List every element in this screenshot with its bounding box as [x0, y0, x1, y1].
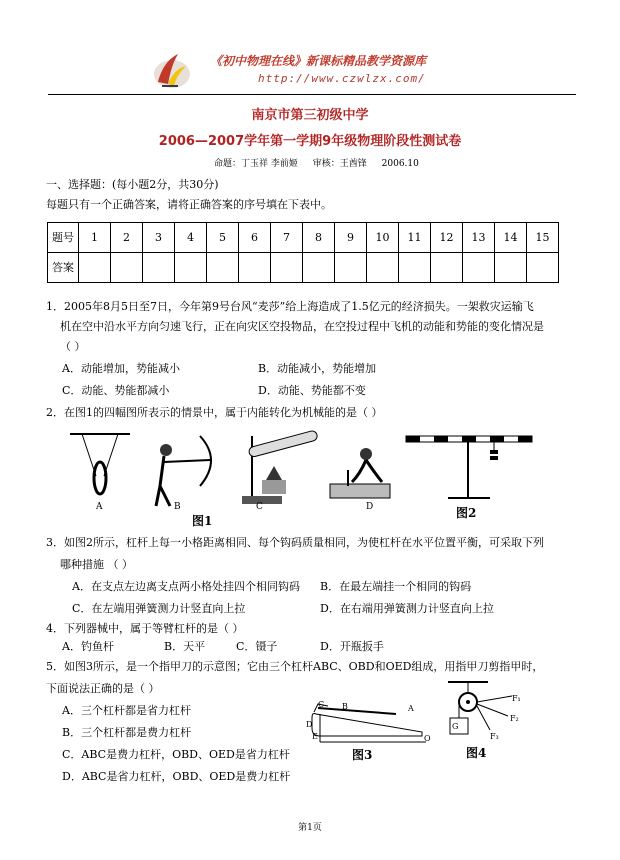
answer-cell[interactable] [495, 253, 527, 283]
qnum-cell: 8 [303, 223, 335, 253]
qnum-cell: 6 [239, 223, 271, 253]
q5-option-c: C．ABC是费力杠杆，OBD、OED是省力杠杆 [62, 748, 290, 761]
q5-line2: 下面说法正确的是（ ） [46, 682, 160, 695]
authors: 命题：丁玉祥 李前姬 [214, 159, 298, 169]
question-number-row [48, 223, 559, 253]
q1-line1: 1．2005年8月5日至7日，今年第9号台风“麦莎”给上海造成了1.5亿元的经济损失。一架救灾运输飞 [46, 300, 534, 313]
qnum-cell: 3 [143, 223, 175, 253]
fig1-d-fire-drill [330, 448, 390, 498]
answer-cell[interactable] [79, 253, 111, 283]
fig3-label-e: E [312, 732, 318, 741]
q5-line1: 5．如图3所示，是一个指甲刀的示意图；它由三个杠杆ABC、OBD和OED组成，用指甲刀剪指甲时， [46, 660, 544, 673]
answer-cell[interactable] [303, 253, 335, 283]
q5-option-b: B．三个杠杆都是费力杠杆 [62, 726, 192, 739]
q3-option-a: A．在支点左边离支点两小格处挂四个相同钩码 [72, 580, 300, 593]
fig3-label-d: D [306, 720, 313, 729]
exam-title: 2006—2007学年第一学期9年级物理阶段性测试卷 [158, 134, 462, 149]
fig1-b-archer [156, 436, 211, 506]
figure-4-caption: 图4 [466, 746, 487, 760]
page-number: 第1页 [298, 823, 322, 833]
fig1-label-b: B [174, 502, 181, 512]
answer-row [48, 253, 559, 283]
fig4-label-g: G [452, 722, 459, 731]
qnum-cell: 14 [495, 223, 527, 253]
site-banner: 《初中物理在线》新课标精品教学资源库 [210, 54, 427, 68]
fig4-label-f2: F₂ [510, 714, 519, 723]
q1-line2: 机在空中沿水平方向匀速飞行，正在向灾区空投物品，在空投过程中飞机的动能和势能的变化情况是 [60, 320, 544, 333]
fig3-label-a: A [408, 704, 414, 713]
author-line [214, 156, 431, 169]
fig1-label-d: D [366, 502, 374, 512]
q3-line2: 哪种措施 （ ） [60, 558, 133, 571]
q4-option-c: C．镊子 [236, 640, 278, 653]
row-label-answer: 答案 [48, 253, 79, 283]
figure-2-caption: 图2 [456, 506, 477, 520]
q3-line1: 3．如图2所示，杠杆上每一小格距离相同、每个钩码质量相同，为使杠杆在水平位置平衡，可采取下列 [46, 536, 544, 549]
fig3-label-b-top: B [342, 702, 348, 711]
answer-table [47, 222, 559, 283]
answer-cell[interactable] [431, 253, 463, 283]
fig4-label-f3: F₃ [490, 732, 499, 741]
qnum-cell: 7 [271, 223, 303, 253]
q4-option-a: A．钓鱼杆 [62, 640, 114, 653]
fig1-a-maxwell-wheel [70, 434, 130, 494]
fig3-label-c: C [318, 700, 325, 709]
q5-option-a: A．三个杠杆都是省力杠杆 [62, 704, 191, 717]
answer-cell[interactable] [527, 253, 559, 283]
q4-option-d: D．开瓶扳手 [320, 640, 384, 653]
exam-date: 2006.10 [381, 159, 419, 169]
section-heading: 一、选择题：(每小题2分，共30分) [46, 178, 219, 191]
answer-cell[interactable] [175, 253, 207, 283]
fig1-label-a: A [96, 502, 103, 512]
q4-option-b: B．天平 [164, 640, 206, 653]
answer-cell[interactable] [335, 253, 367, 283]
q1-option-b: B．动能减小，势能增加 [258, 362, 377, 375]
answer-cell[interactable] [271, 253, 303, 283]
qnum-cell: 15 [527, 223, 559, 253]
answer-cell[interactable] [111, 253, 143, 283]
qnum-cell: 9 [335, 223, 367, 253]
q1-line3: （ ） [60, 340, 86, 353]
qnum-cell: 1 [79, 223, 111, 253]
site-logo [148, 48, 192, 92]
fig1-c-test-tube [242, 430, 318, 504]
q3-option-c: C．在左端用弹簧测力计竖直向上拉 [72, 602, 246, 615]
qnum-cell: 13 [463, 223, 495, 253]
q3-option-b: B．在最左端挂一个相同的钩码 [320, 580, 472, 593]
figure-1-caption: 图1 [192, 514, 213, 528]
site-url[interactable]: http://www.czwlzx.com/ [258, 72, 426, 85]
section-instruction: 每题只有一个正确答案，请将正确答案的序号填在下表中。 [46, 198, 332, 211]
q2-line1: 2．在图1的四幅图所表示的情景中，属于内能转化为机械能的是（ ） [46, 406, 383, 419]
qnum-cell: 5 [207, 223, 239, 253]
qnum-cell: 11 [399, 223, 431, 253]
row-label-number: 题号 [48, 223, 79, 253]
figure-3-caption: 图3 [352, 748, 373, 762]
header-divider [48, 94, 576, 95]
qnum-cell: 10 [367, 223, 399, 253]
answer-cell[interactable] [463, 253, 495, 283]
fig1-label-c: C [256, 502, 263, 512]
q1-option-d: D．动能、势能都不变 [258, 384, 366, 397]
figure-3-nail-clipper [306, 694, 436, 748]
figure-2-lever [404, 430, 534, 502]
q3-option-d: D．在右端用弹簧测力计竖直向上拉 [320, 602, 494, 615]
qnum-cell: 2 [111, 223, 143, 253]
school-name: 南京市第三初级中学 [251, 108, 369, 123]
q1-option-a: A．动能增加，势能减小 [62, 362, 180, 375]
answer-cell[interactable] [367, 253, 399, 283]
answer-cell[interactable] [207, 253, 239, 283]
qnum-cell: 12 [431, 223, 463, 253]
qnum-cell: 4 [175, 223, 207, 253]
figure-1-illustration [60, 426, 400, 516]
fig3-label-o: O [424, 734, 431, 743]
answer-cell[interactable] [143, 253, 175, 283]
q1-option-c: C．动能、势能都减小 [62, 384, 170, 397]
fig4-label-f1: F₁ [512, 694, 521, 703]
answer-cell[interactable] [399, 253, 431, 283]
q5-option-d: D．ABC是省力杠杆，OBD、OED是费力杠杆 [62, 770, 291, 783]
reviewer: 审核：王酋锋 [312, 159, 367, 169]
answer-cell[interactable] [239, 253, 271, 283]
q4-line1: 4．下列器械中，属于等臂杠杆的是（ ） [46, 622, 244, 635]
